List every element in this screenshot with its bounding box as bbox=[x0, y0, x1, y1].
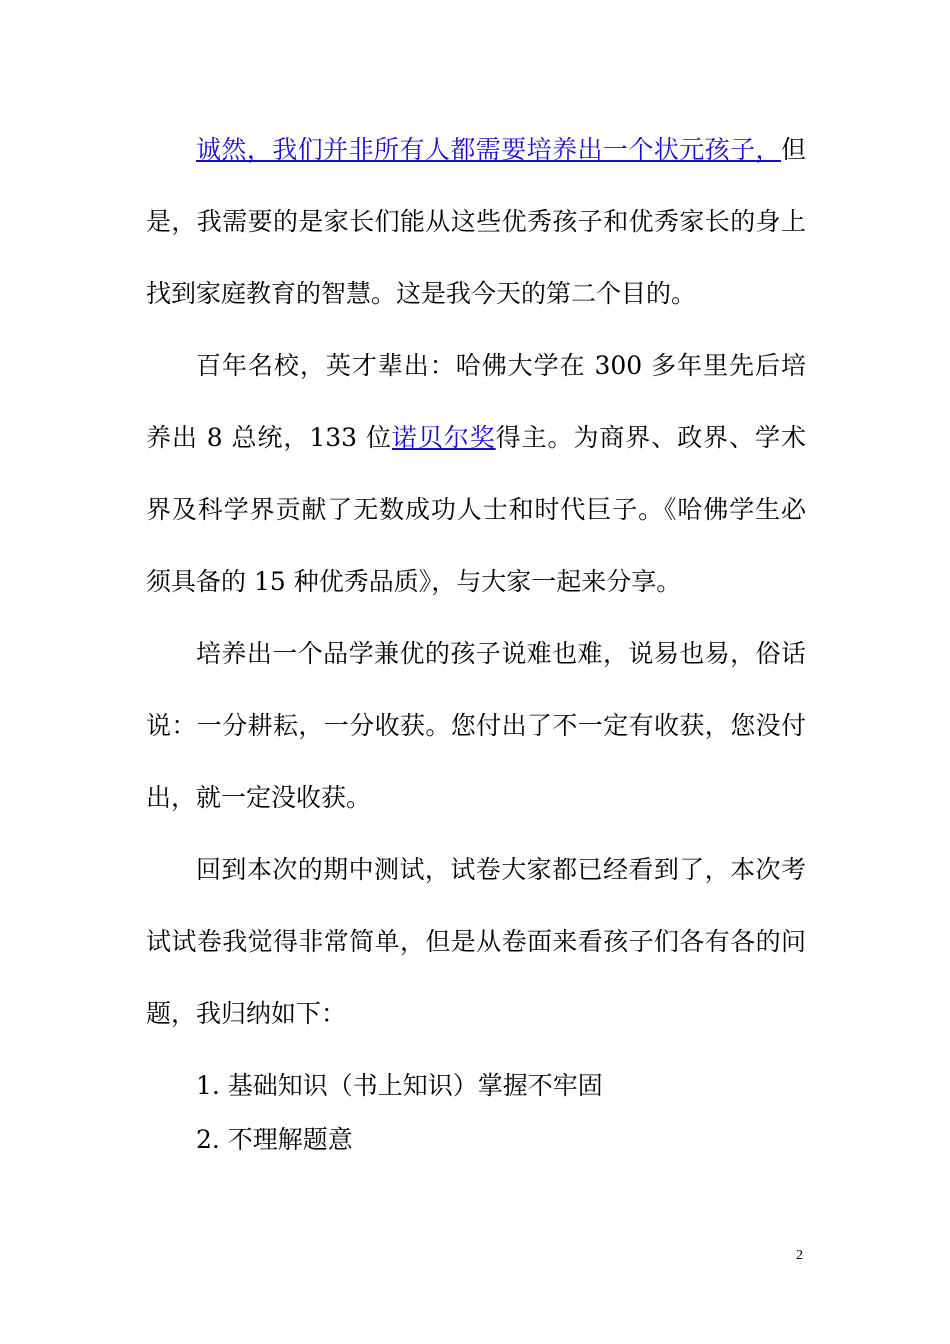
paragraph-2-text-after: 得主。为商界、政界、学术界及科学界贡献了无数成功人士和时代巨子。《哈佛学生必须具备的 15 种优秀品质》，与大家一起来分享。 bbox=[146, 423, 806, 596]
list-item-2 bbox=[146, 1104, 806, 1176]
paragraph-2 bbox=[146, 330, 806, 618]
paragraph-1 bbox=[146, 114, 806, 330]
paragraph-3-text: 培养出一个品学兼优的孩子说难也难，说易也易，俗话说：一分耕耘，一分收获。您付出了不一定有收获，您没付出，就一定没收获。 bbox=[146, 639, 806, 812]
paragraph-1-text: 但是，我需要的是家长们能从这些优秀孩子和优秀家长的身上找到家庭教育的智慧。这是我今天的第二个目的。 bbox=[146, 135, 806, 308]
paragraph-3 bbox=[146, 618, 806, 834]
page-number: 2 bbox=[796, 1248, 803, 1263]
paragraph-2-text-before: 百年名校，英才辈出：哈佛大学在 300 多年里先后培养出 8 总统，133 位 bbox=[146, 351, 806, 452]
list-item-2-text: 2. 不理解题意 bbox=[196, 1125, 353, 1154]
nobel-prize-link[interactable]: 诺贝尔奖 bbox=[391, 423, 496, 452]
list-item-1-text: 1. 基础知识（书上知识）掌握不牢固 bbox=[196, 1071, 603, 1100]
zhuangyuan-link[interactable]: 诚然，我们并非所有人都需要培养出一个状元孩子， bbox=[196, 135, 781, 164]
paragraph-4-text: 回到本次的期中测试，试卷大家都已经看到了，本次考试试卷我觉得非常简单，但是从卷面来看孩子们各有各的问题，我归纳如下： bbox=[146, 855, 806, 1028]
paragraph-4 bbox=[146, 834, 806, 1050]
